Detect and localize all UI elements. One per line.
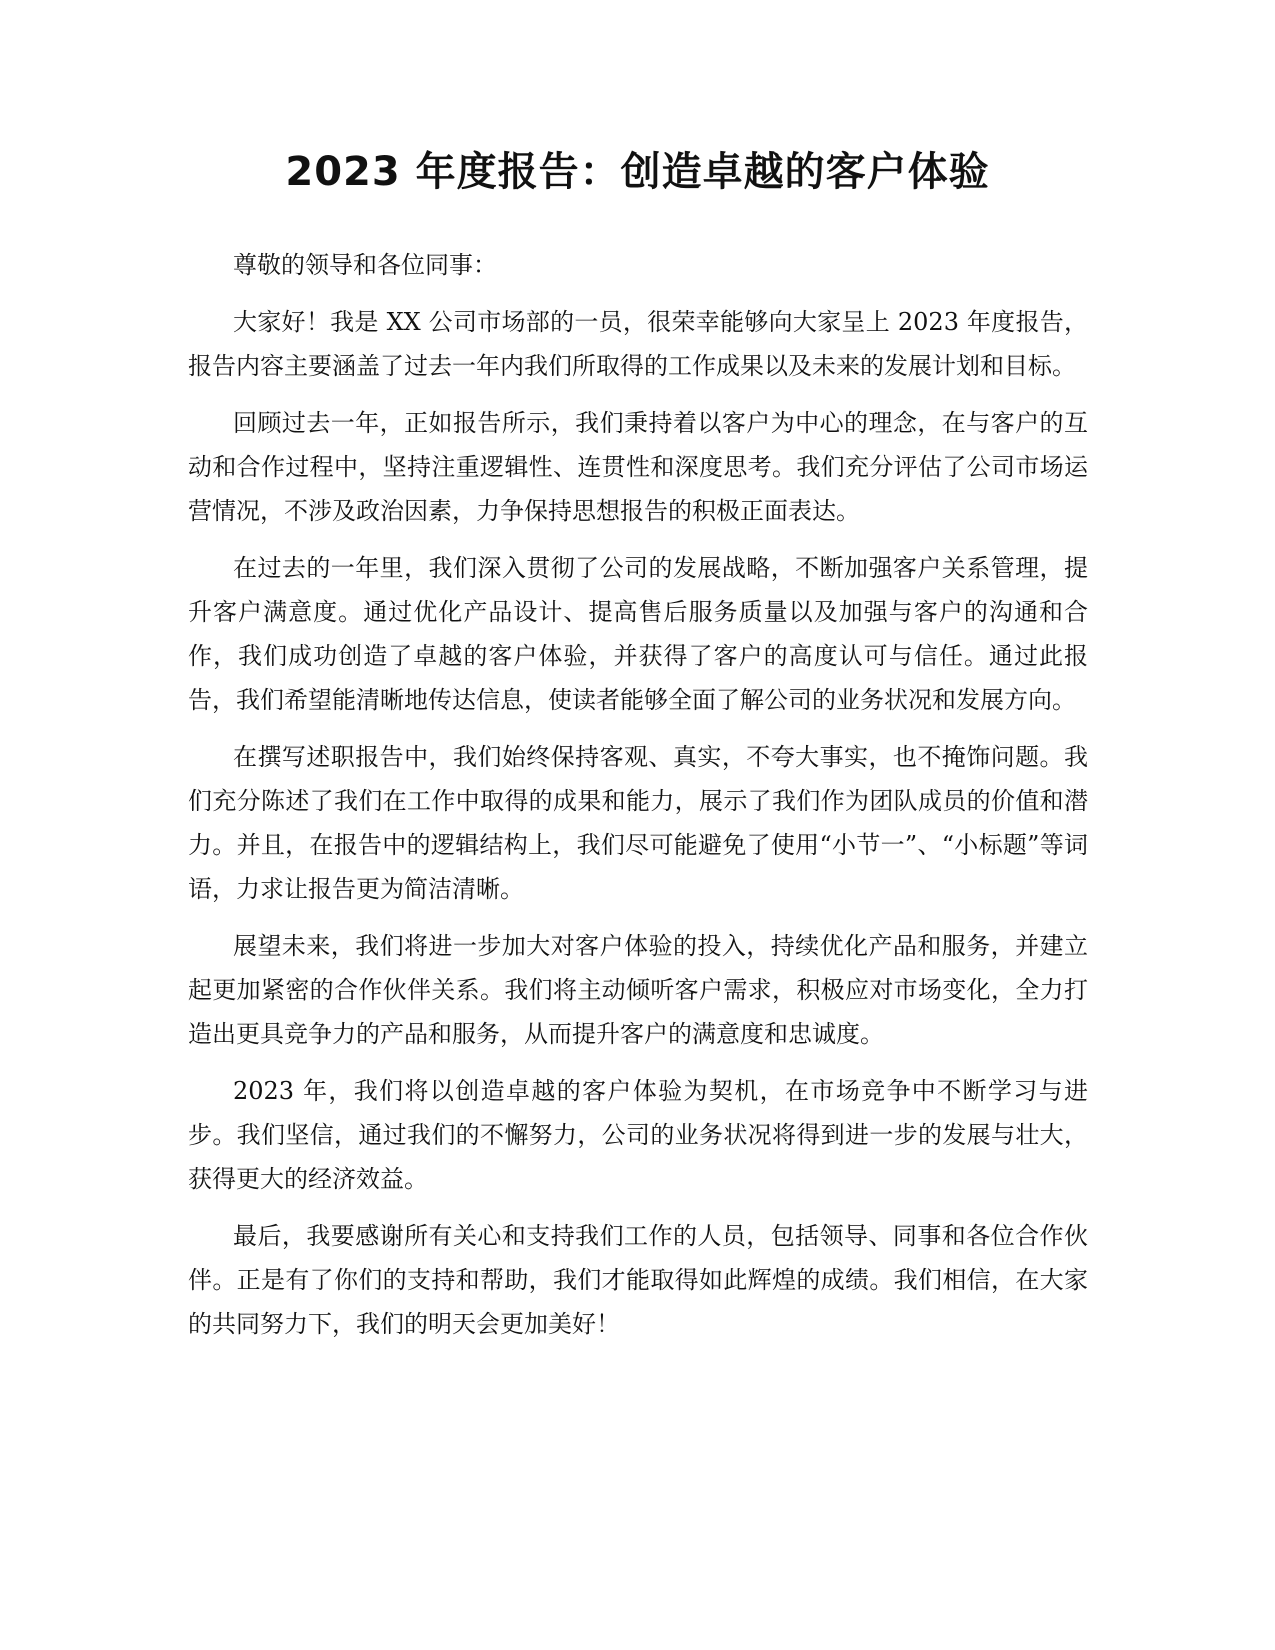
body-paragraph: 在撰写述职报告中，我们始终保持客观、真实，不夸大事实，也不掩饰问题。我们充分陈述了我们在工作中取得的成果和能力，展示了我们作为团队成员的价值和潜力。并且，在报告中的逻辑结构上，我们尽可能避免了使用“小节一”、“小标题”等词语，力求让报告更为简洁清晰。 (188, 743, 1088, 903)
body-paragraph: 回顾过去一年，正如报告所示，我们秉持着以客户为中心的理念，在与客户的互动和合作过程中，坚持注重逻辑性、连贯性和深度思考。我们充分评估了公司市场运营情况，不涉及政治因素，力争保持思想报告的积极正面表达。 (188, 409, 1088, 525)
document-body (188, 243, 1088, 1359)
body-paragraph: 展望未来，我们将进一步加大对客户体验的投入，持续优化产品和服务，并建立起更加紧密的合作伙伴关系。我们将主动倾听客户需求，积极应对市场变化，全力打造出更具竞争力的产品和服务，从而提升客户的满意度和忠诚度。 (188, 932, 1088, 1048)
body-paragraph: 在过去的一年里，我们深入贯彻了公司的发展战略，不断加强客户关系管理，提升客户满意度。通过优化产品设计、提高售后服务质量以及加强与客户的沟通和合作，我们成功创造了卓越的客户体验，并获得了客户的高度认可与信任。通过此报告，我们希望能清晰地传达信息，使读者能够全面了解公司的业务状况和发展方向。 (188, 554, 1088, 714)
salutation-paragraph: 尊敬的领导和各位同事： (233, 251, 497, 279)
closing-paragraph: 最后，我要感谢所有关心和支持我们工作的人员，包括领导、同事和各位合作伙伴。正是有了你们的支持和帮助，我们才能取得如此辉煌的成绩。我们相信，在大家的共同努力下，我们的明天会更加美好！ (188, 1222, 1088, 1338)
body-paragraph: 2023 年，我们将以创造卓越的客户体验为契机，在市场竞争中不断学习与进步。我们坚信，通过我们的不懈努力，公司的业务状况将得到进一步的发展与壮大，获得更大的经济效益。 (188, 1077, 1088, 1193)
body-paragraph: 大家好！我是 XX 公司市场部的一员，很荣幸能够向大家呈上 2023 年度报告，报告内容主要涵盖了过去一年内我们所取得的工作成果以及未来的发展计划和目标。 (188, 308, 1088, 380)
document-title: 2023 年度报告：创造卓越的客户体验 (285, 149, 990, 195)
